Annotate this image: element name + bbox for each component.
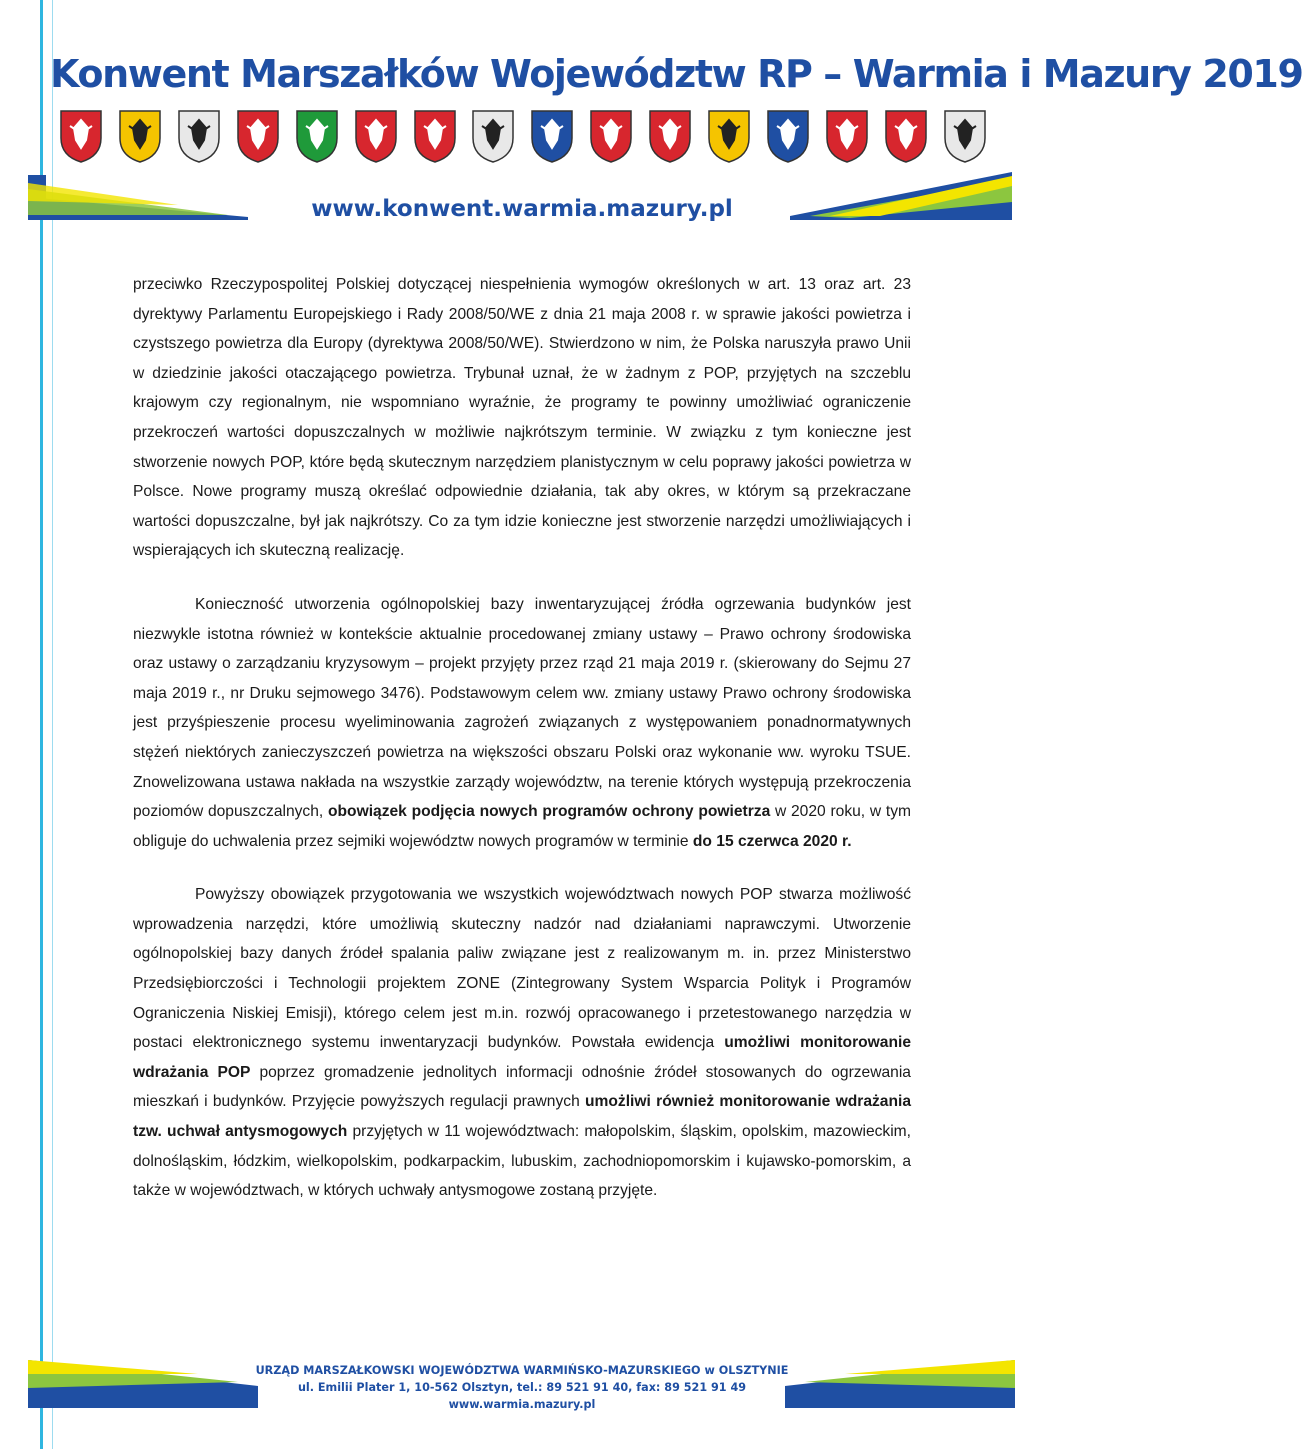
body-paragraph — [133, 270, 911, 566]
letter-footer — [0, 1362, 1044, 1413]
crest-pomorskie-icon — [647, 108, 693, 164]
voivodeship-crests — [58, 108, 988, 168]
footer-office-name: URZĄD MARSZAŁKOWSKI WOJEWÓDZTWA WARMIŃSKO-MAZURSKIEGO w OLSZTYNIE — [255, 1364, 789, 1377]
paragraph-text: przeciwko Rzeczypospolitej Polskiej dotyczącej niespełnienia wymogów określonych w art. 13 oraz art. 23 dyrektywy Parlamentu Europejskiego i Rady 2008/50/WE z dnia 21 maja 2008 r. w sprawie jakości powietrza i czystszego powietrza dla Europy (dyrektywa 2008/50/WE). Stwierdzono w nim, że Polska naruszyła prawo Unii w dziedzinie jakości otaczającego powietrza. Trybunał uznał, że w żadnym z POP, przyjętych na szczeblu krajowym czy regionalnym, nie wspomniano wyraźnie, że programy te powinny umożliwiać ograniczenie przekroczeń wartości dopuszczalnych w możliwie najkrótszym terminie. W związku z tym konieczne jest stworzenie nowych POP, które będą skutecznym narzędziem planistycznym w celu poprawy jakości powietrza w Polsce. Nowe programy muszą określać odpowiednie działania, tak aby okres, w którym są przekraczane wartości dopuszczalne, był jak najkrótszy. Co za tym idzie konieczne jest stworzenie narzędzi umożliwiających i wspierających ich skuteczną realizację. — [133, 276, 911, 560]
crest-podlaskie-icon — [588, 108, 634, 164]
crest-lubuskie-icon — [235, 108, 281, 164]
crest-mazowieckie-icon — [412, 108, 458, 164]
emphasis-text: obowiązek podjęcia nowych programów ochrony powietrza — [328, 803, 771, 821]
body-paragraph — [133, 880, 911, 1206]
emphasis-text: umożliwi również monitorowanie wdrażania tzw. uchwał antysmogowych — [133, 1093, 911, 1141]
footer-address: ul. Emilii Plater 1, 10-562 Olsztyn, tel.: 89 521 91 40, fax: 89 521 91 49 — [297, 1381, 747, 1394]
footer-website: www.warmia.mazury.pl — [448, 1398, 596, 1411]
crest-warminsko-mazurskie-icon — [824, 108, 870, 164]
crest-slaskie-icon — [706, 108, 752, 164]
letter-body — [133, 270, 911, 1206]
paragraph-text: Konieczność utworzenia ogólnopolskiej bazy inwentaryzującej źródła ogrzewania budynków jest niezwykle istotna również w kontekście aktualnie procedowanej zmiany ustawy – Prawo ochrony środowiska oraz ustawy o zarządzaniu kryzysowym – projekt przyjęty przez rząd 21 maja 2019 r. (skierowany do Sejmu 27 maja 2019 r., nr Druku sejmowego 3476). Podstawowym celem ww. zmiany ustawy Prawo ochrony środowiska jest przyśpieszenie procesu wyeliminowania zagrożeń związanych z występowaniem ponadnormatywnych stężeń niektórych zanieczyszczeń powietrza na większości obszaru Polski oraz wykonanie ww. wyroku TSUE. Znowelizowana ustawa nakłada na wszystkie zarządy województw, na terenie których występują przekroczenia poziomów dopuszczalnych, — [133, 595, 911, 821]
crest-podkarpackie-icon — [529, 108, 575, 164]
letterhead-website: www.konwent.warmia.mazury.pl — [311, 196, 733, 222]
body-paragraph — [133, 590, 911, 856]
letterhead-title: Konwent Marszałków Województw RP – Warmia i Mazury 2019 — [50, 52, 1303, 96]
paragraph-text: Powyższy obowiązek przygotowania we wszystkich województwach nowych POP stwarza możliwość wprowadzenia narzędzi, które umożliwią skuteczny nadzór nad działaniami naprawczymi. Utworzenie ogólnopolskiej bazy danych źródeł spalania paliw związane jest z realizowanym m. in. przez Ministerstwo Przedsiębiorczości i Technologii projektem ZONE (Zintegrowany System Wsparcia Polityk i Programów Ograniczenia Niskiej Emisji), którego celem jest m.in. rozwój opracowanego i przetestowanego narzędzia w postaci elektronicznego systemu inwentaryzacji budynków. Powstała ewidencja — [133, 886, 911, 1052]
emphasis-text: do 15 czerwca 2020 r. — [692, 832, 852, 850]
crest-dolnoslaskie-icon — [58, 108, 104, 164]
emphasis-text: umożliwi monitorowanie wdrażania POP — [133, 1034, 911, 1081]
crest-opolskie-icon — [470, 108, 516, 164]
crest-malopolskie-icon — [353, 108, 399, 164]
crest-zachodniopomorskie-icon — [942, 108, 988, 164]
paragraph-text: w 2020 roku, w tym obliguje do uchwalenia przez sejmiki województw nowych programów w terminie — [133, 803, 911, 850]
crest-lodzkie-icon — [294, 108, 340, 164]
crest-kujawsko-pomorskie-icon — [117, 108, 163, 164]
crest-lubelskie-icon — [176, 108, 222, 164]
crest-swietokrzyskie-icon — [765, 108, 811, 164]
paragraph-text: poprzez gromadzenie jednolitych informacji odnośnie źródeł stosowanych do ogrzewania mieszkań i budynków. Przyjęcie powyższych regulacji prawnych — [133, 1063, 911, 1111]
paragraph-text: przyjętych w 11 województwach: małopolskim, śląskim, opolskim, mazowieckim, dolnośląskim, łódzkim, wielkopolskim, podkarpackim, lubuskim, zachodniopomorskim i kujawsko-pomorskim, a także w województwach, w których uchwały antysmogowe zostaną przyjęte. — [133, 1123, 912, 1200]
crest-wielkopolskie-icon — [883, 108, 929, 164]
